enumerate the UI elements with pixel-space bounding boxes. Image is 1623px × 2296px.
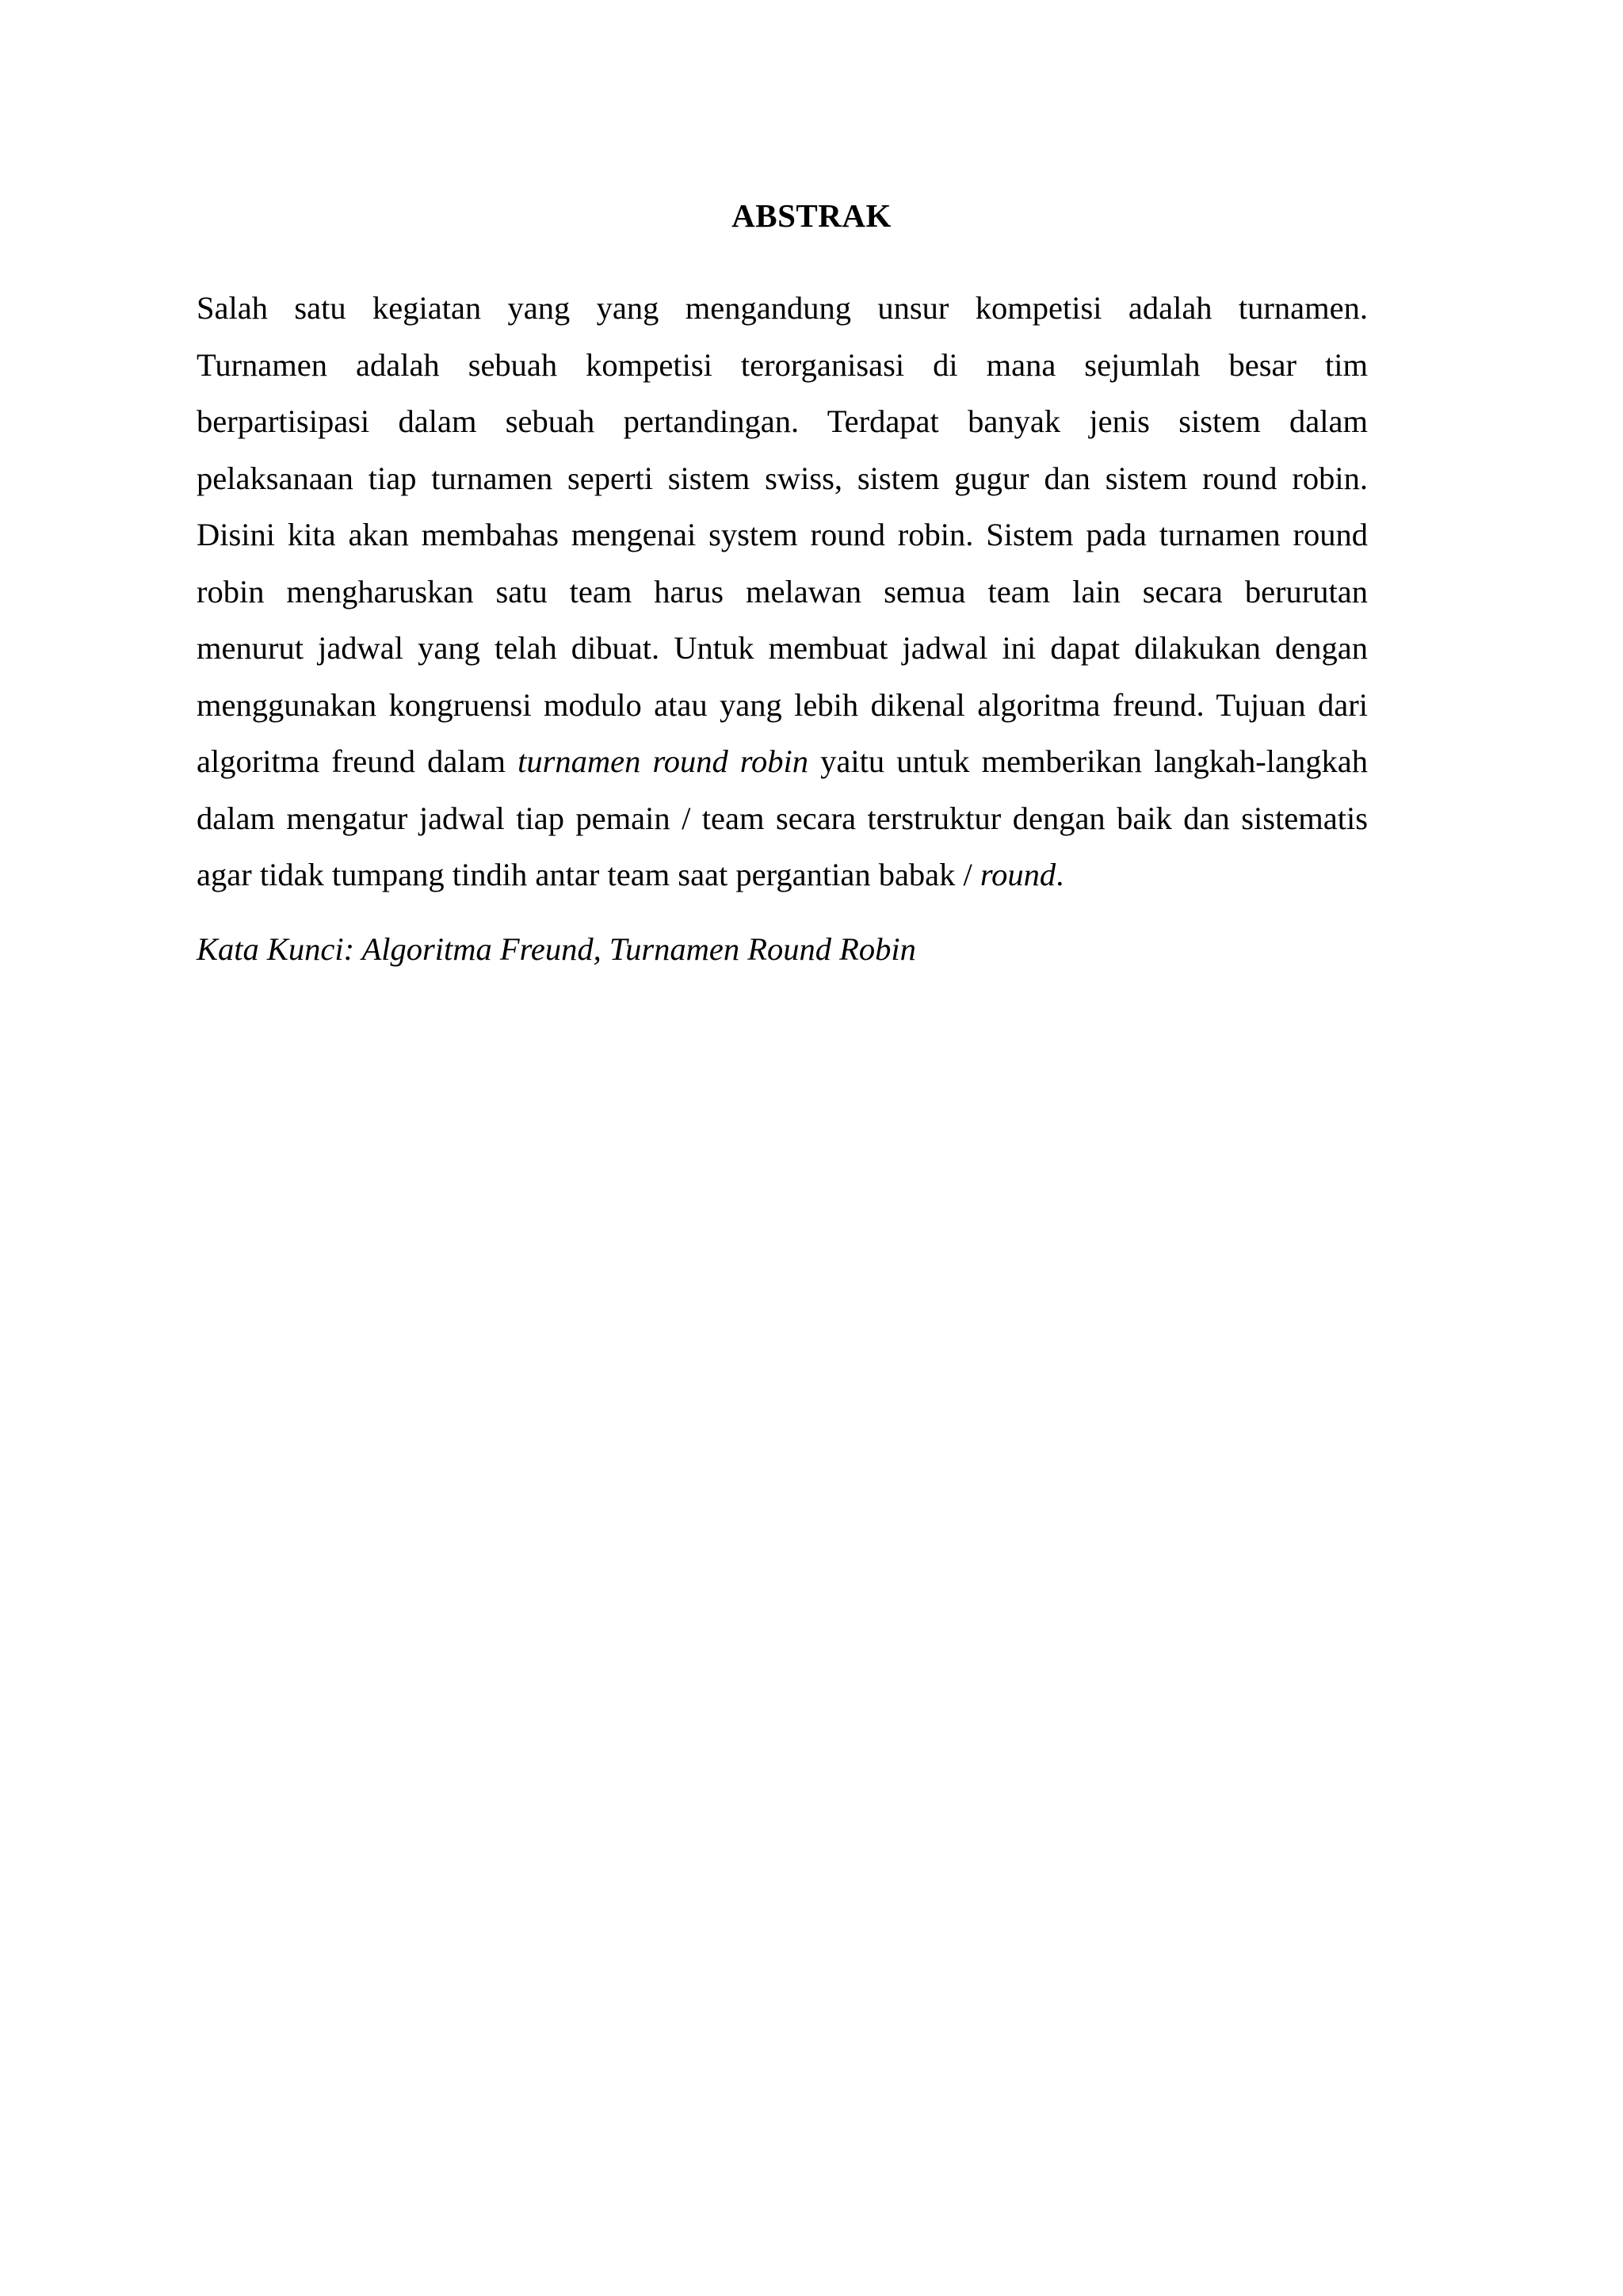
abstract-title: ABSTRAK — [731, 197, 892, 234]
abstract-line: robin mengharuskan satu team harus melawan semua team lain secara berurutan — [197, 573, 1368, 609]
abstract-line-last — [197, 846, 1368, 904]
abstract-italic-term: turnamen round robin — [517, 743, 809, 779]
abstract-body — [197, 280, 1368, 904]
abstract-line: menurut jadwal yang telah dibuat. Untuk membuat jadwal ini dapat dilakukan dengan — [197, 630, 1368, 666]
abstract-line: menggunakan kongruensi modulo atau yang lebih dikenal algoritma freund. Tujuan dari — [197, 686, 1368, 723]
abstract-text: algoritma freund dalam — [197, 743, 518, 779]
keywords: Kata Kunci: Algoritma Freund, Turnamen Round Robin — [197, 931, 916, 967]
abstract-text: yaitu untuk memberikan langkah-langkah — [808, 743, 1368, 779]
abstract-line: pelaksanaan tiap turnamen seperti sistem swiss, sistem gugur dan sistem round robin. — [197, 460, 1368, 496]
abstract-line: Salah satu kegiatan yang yang mengandung unsur kompetisi adalah turnamen. — [197, 290, 1368, 326]
abstract-line — [197, 733, 1368, 790]
abstract-text: agar tidak tumpang tindih antar team saat pergantian babak / — [197, 857, 980, 892]
abstract-line: Turnamen adalah sebuah kompetisi terorganisasi di mana sejumlah besar tim — [197, 346, 1368, 383]
abstract-text: . — [1056, 857, 1064, 892]
abstract-line: berpartisipasi dalam sebuah pertandingan. Terdapat banyak jenis sistem dalam — [197, 403, 1368, 439]
abstract-italic-term: round — [980, 857, 1056, 892]
abstract-line: dalam mengatur jadwal tiap pemain / team secara terstruktur dengan baik dan sistematis — [197, 800, 1368, 836]
abstract-line: Disini kita akan membahas mengenai system round robin. Sistem pada turnamen round — [197, 517, 1368, 552]
